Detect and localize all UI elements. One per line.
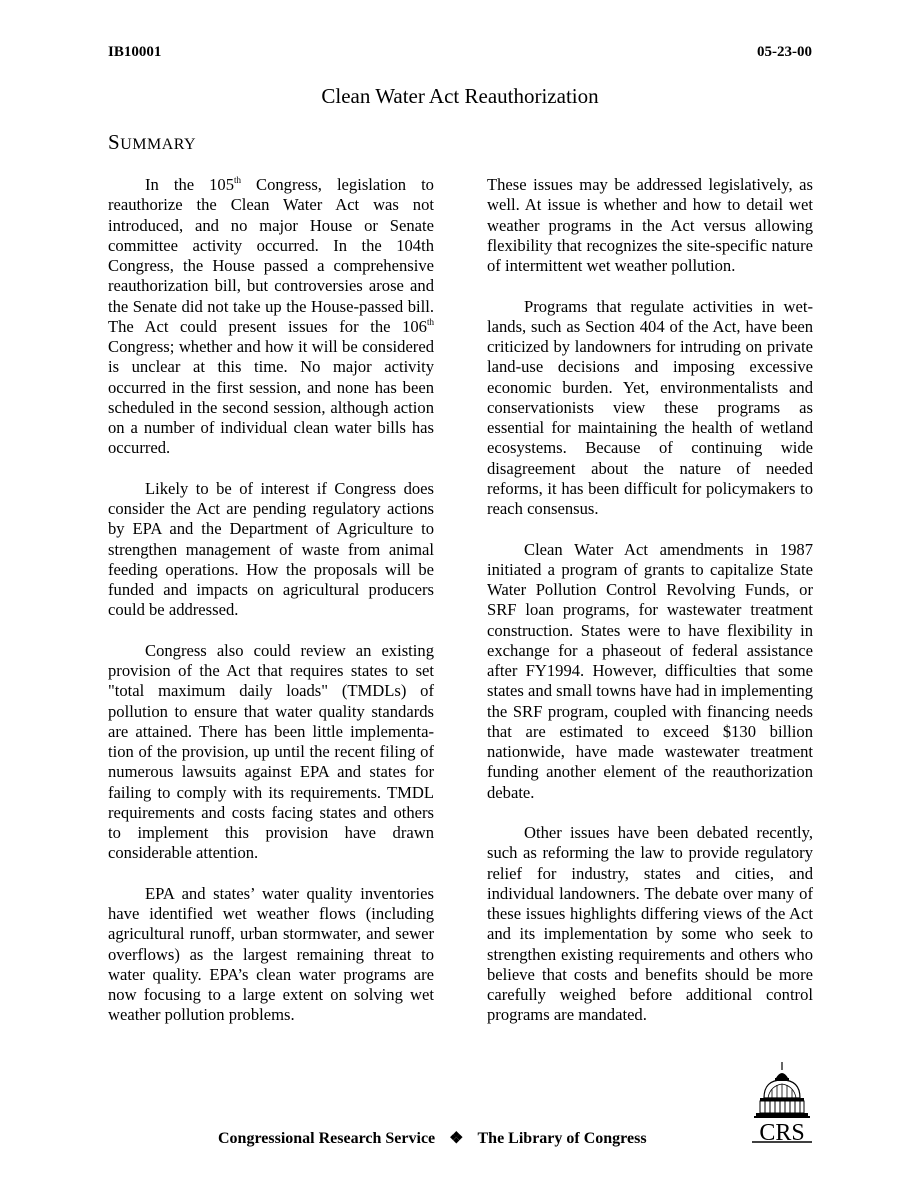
logo-text: CRS [759,1120,805,1144]
right-column [487,175,813,1046]
paragraph: EPA and states’ water quality inventories have identified wet weather flows (including agricultural runoff, urban stormwater, and sewer overflows) as the largest remaining threat to water quality. EPA’s clean water programs are now focusing to a large extent on solving wet weather pollution problems. [108,883,434,1025]
paragraph: Other issues have been debated recently, such as reforming the law to provide regulatory relief for industry, states and cities, and individual landowners. The debate over many of these issues highlights differing views of the Act and its implementation by some who seek to strengthen existing requirements and others who believe that costs and benefits should be more carefully weighed before additional control programs are mandated. [487,823,813,1025]
capitol-dome-icon [748,1062,818,1144]
report-id: IB10001 [108,44,162,60]
paragraph: Programs that regulate activities in wetlands, such as Section 404 of the Act, have been criticized by landowners for intruding on private land-use decisions and imposing excessive economic burden. Yet, environmentalists and conservationists view these programs as essential for maintaining the health of wetland ecosystems. Because of continuing wide disagreement about the nature of needed reforms, it has been difficult for policymakers to reach consensus. [487,296,813,518]
text-run: In the 105 [145,175,234,194]
paragraph: These issues may be addressed legislatively, as well. At issue is whether and how to detail wet weather programs in the Act versus allowing flexibility that recognizes the site-specific nature of intermittent wet weather pollution. [487,175,813,275]
paragraph: Clean Water Act amendments in 1987 initiated a program of grants to capitalize State Water Pollution Control Revolving Funds, or SRF loan programs, for wastewater treatment construction. States were to have flexibility in exchange for a phaseout of federal assistance after FY1994. However, difficulties that some states and small towns have had in implementing the SRF program, coupled with financing needs that are estimated to exceed $130 billion nationwide, have made wastewater treatment funding another element of the reauthorization debate. [487,539,813,802]
section-heading-initial: S [108,130,121,154]
report-date: 05-23-00 [757,44,812,60]
footer [218,1128,647,1148]
text-run: Congress; whether and how it will be considered is unclear at this time. No major activity occurred in the first session, and none has been scheduled in the second session, although action on a number of individual clean water bills has occurred. [108,337,434,458]
page-title: Clean Water Act Reauthorization [321,84,599,108]
superscript: th [234,175,242,185]
text-run: Congress, legislation to reauthorize the Clean Water Act was not introduced, and no major House or Senate committee activity occurred. In the 104th Congress, the House passed a comprehensive reauthorization bill, but controversies arose and the Senate did not take up the House-passed bill. The Act could present issues for the 106 [108,175,434,336]
footer-left: Congressional Research Service [218,1130,436,1147]
section-heading [108,130,196,155]
crs-logo [748,1062,818,1144]
section-heading-rest: UMMARY [120,136,197,153]
paragraph: Likely to be of interest if Congress does consider the Act are pending regulatory actions by EPA and the Department of Agriculture to strengthen management of waste from animal feeding operations. How the proposals will be funded and impacts on agricultural producers could be addressed. [108,478,434,620]
footer-right: The Library of Congress [477,1130,647,1147]
superscript: th [426,316,434,327]
paragraph [108,175,434,459]
left-column [108,175,434,1046]
footer-separator-icon: ❖ [449,1130,464,1147]
paragraph: Congress also could review an existing provision of the Act that requires states to set "total maximum daily loads" (TMDLs) of pollution to ensure that water quality standards are attained. There has been little implementation of the provision, up until the recent filing of numerous lawsuits against EPA and states for failing to comply with its requirements. TMDL requirements and costs facing states and others to implement this provision have drawn considerable attention. [108,640,434,863]
